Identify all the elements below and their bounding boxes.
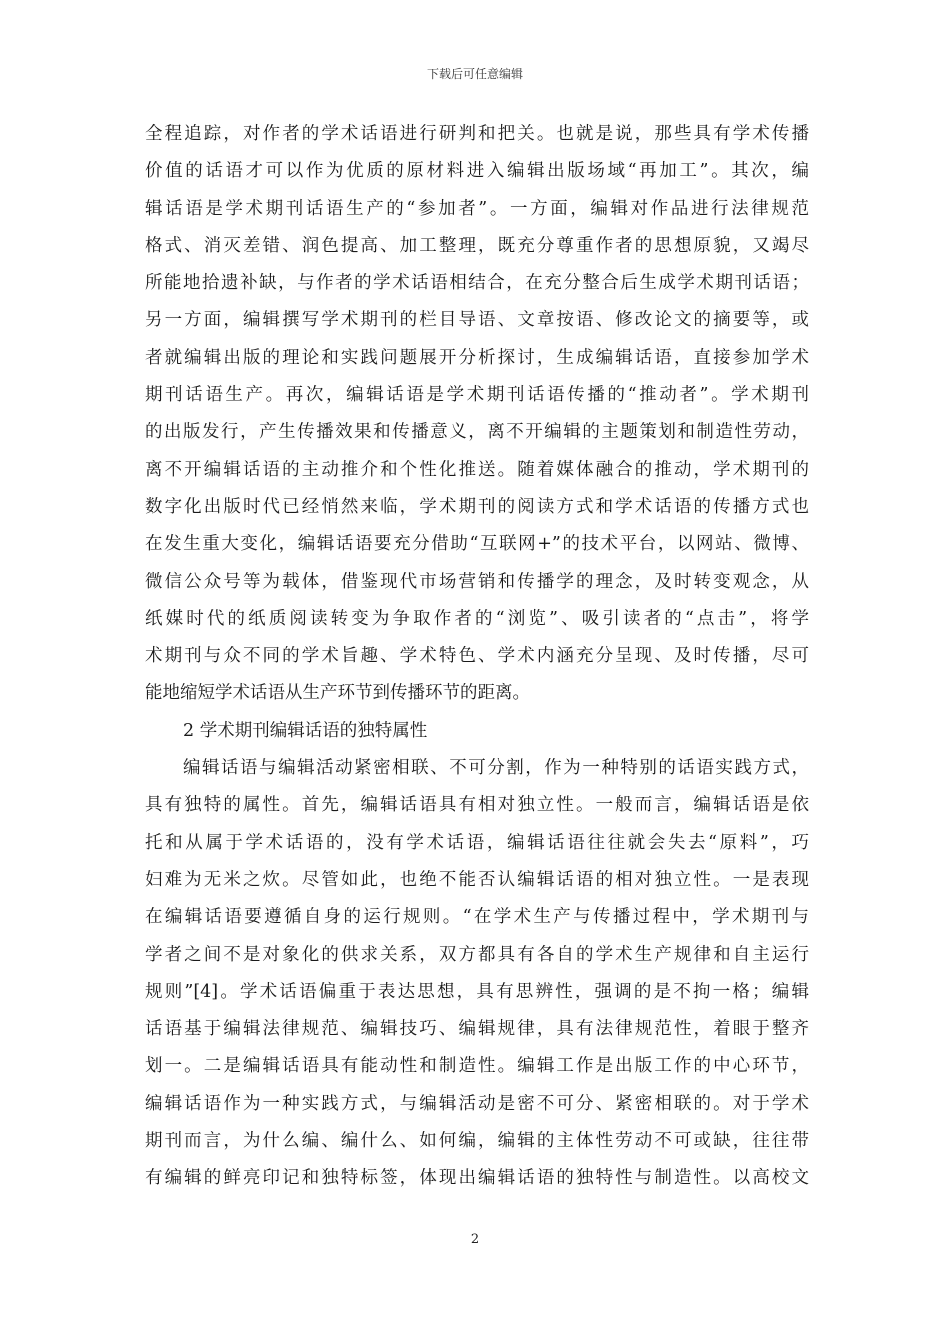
text-line: 托和从属于学术话语的，没有学术话语，编辑话语往往就会失去“原料”，巧 [145,832,809,853]
text-line: 学者之间不是对象化的供求关系，双方都具有各自的学术生产规律和自主运行 [145,944,809,965]
text-line: 微信公众号等为载体，借鉴现代市场营销和传播学的理念，及时转变观念，从 [145,571,809,592]
text-line: 在发生重大变化，编辑话语要充分借助“互联网+”的技术平台，以网站、微博、 [145,534,809,555]
text-line: 数字化出版时代已经悄然来临，学术期刊的阅读方式和学术话语的传播方式也 [145,496,809,517]
text-line: 能地缩短学术话语从生产环节到传播环节的距离。 [145,683,530,704]
text-line: 编辑话语作为一种实践方式，与编辑活动是密不可分、紧密相联的。对于学术 [145,1093,809,1114]
text-line: 在编辑话语要遵循自身的运行规则。“在学术生产与传播过程中，学术期刊与 [145,907,809,928]
text-line: 纸媒时代的纸质阅读转变为争取作者的“浏览”、吸引读者的“点击”，将学 [145,608,809,629]
text-line: 规则”[4]。学术话语偏重于表达思想，具有思辨性，强调的是不拘一格；编辑 [145,981,809,1002]
text-line: 所能地拾遗补缺，与作者的学术话语相结合，在充分整合后生成学术期刊话语； [145,273,809,294]
text-line: 有编辑的鲜亮印记和独特标签，体现出编辑话语的独特性与制造性。以高校文 [145,1168,809,1189]
text-line: 格式、消灭差错、润色提高、加工整理，既充分尊重作者的思想原貌，又竭尽 [145,235,809,256]
text-line: 妇难为无米之炊。尽管如此，也绝不能否认编辑话语的相对独立性。一是表现 [145,869,809,890]
text-line: 的出版发行，产生传播效果和传播意义，离不开编辑的主题策划和制造性劳动， [145,422,809,443]
body-text [145,116,809,1198]
text-line: 具有独特的属性。首先，编辑话语具有相对独立性。一般而言，编辑话语是依 [145,795,809,816]
page-header: 下载后可任意编辑 [426,67,523,81]
text-line: 期刊话语生产。再次，编辑话语是学术期刊话语传播的“推动者”。学术期刊 [145,385,809,406]
text-line: 者就编辑出版的理论和实践问题展开分析探讨，生成编辑话语，直接参加学术 [145,347,809,368]
text-line: 全程追踪，对作者的学术话语进行研判和把关。也就是说，那些具有学术传播 [145,124,809,144]
text-line: 辑话语是学术期刊话语生产的“参加者”。一方面，编辑对作品进行法律规范 [145,198,809,219]
text-line: 话语基于编辑法律规范、编辑技巧、编辑规律，具有法律规范性，着眼于整齐 [145,1019,809,1040]
text-line: 价值的话语才可以作为优质的原材料进入编辑出版场域“再加工”。其次，编 [145,161,809,182]
page-number: 2 [470,1232,480,1247]
text-line: 划一。二是编辑话语具有能动性和制造性。编辑工作是出版工作的中心环节， [145,1056,809,1077]
text-line: 期刊而言，为什么编、编什么、如何编，编辑的主体性劳动不可或缺，往往带 [145,1131,809,1152]
text-line: 离不开编辑话语的主动推介和个性化推送。随着媒体融合的推动，学术期刊的 [145,459,809,480]
text-line: 另一方面，编辑撰写学术期刊的栏目导语、文章按语、修改论文的摘要等，或 [145,310,809,331]
text-line: 术期刊与众不同的学术旨趣、学术特色、学术内涵充分呈现、及时传播，尽可 [145,646,809,667]
text-line: 编辑话语与编辑活动紧密相联、不可分割，作为一种特别的话语实践方式， [183,758,809,779]
section-heading: 2 学术期刊编辑话语的独特属性 [183,720,428,741]
